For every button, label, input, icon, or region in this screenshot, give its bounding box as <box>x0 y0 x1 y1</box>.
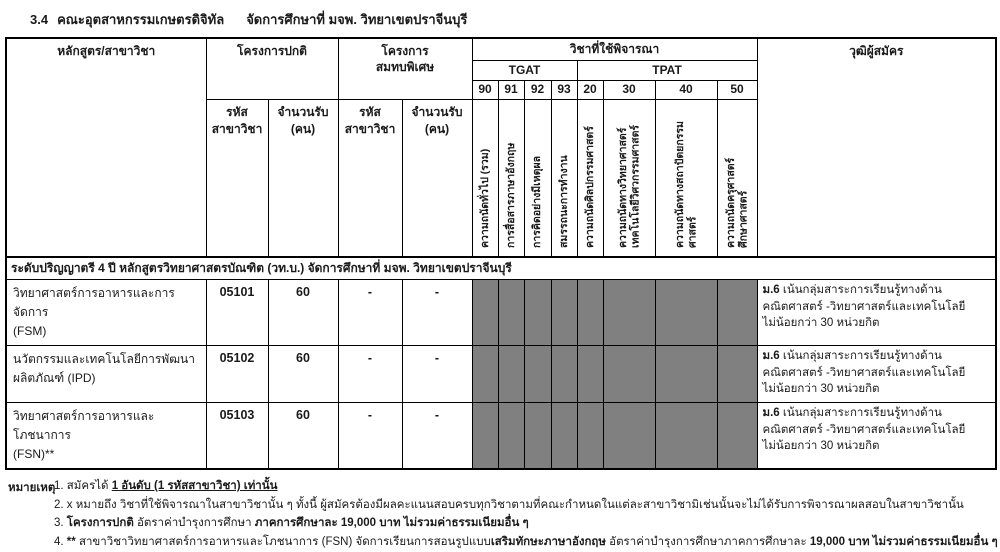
footnote-segment: ภาคการศึกษาละ 19,000 บาท ไม่รวมค่าธรรมเนียมอื่น ๆ <box>254 517 529 529</box>
footnote-segment: 2. x หมายถึง วิชาที่ใช้พิจารณาในสาขาวิชานั้น ๆ ทั้งนี้ ผู้สมัครต้องมีผลคะแนนสอบครบทุกวิชาตามที่คณะกำหนดในแต่ละสาขาวิชามิเช่นนั้นจะไม่ได้รับการพิจารณาผลสอบในสาขาวิชานั้น <box>54 498 964 511</box>
special-count: - <box>402 346 472 403</box>
subject-name-line: ความถนัดทั่วไป (รวม) <box>478 148 491 248</box>
regular-count: 60 <box>268 280 338 346</box>
subject-name-text-93 <box>558 100 571 248</box>
subject-shaded-cell-50 <box>717 346 757 403</box>
subject-name-text-92 <box>531 100 544 248</box>
footnote-segment: ** <box>66 535 79 548</box>
special-program-line2: สมทบพิเศษ <box>375 60 435 74</box>
count-header-line2: (คน) <box>290 121 316 136</box>
program-name <box>6 403 206 470</box>
qualification-line: คณิตศาสตร์ -วิทยาศาสตร์และเทคโนโลยี <box>762 300 966 313</box>
program-name-line: (FSM) <box>13 324 47 338</box>
code-header-line2: สาขาวิชา <box>344 121 396 136</box>
code-header-line2: สาขาวิชา <box>211 121 263 136</box>
subject-name-50 <box>717 99 757 257</box>
document-page <box>0 9 1000 548</box>
subject-shaded-cell-91 <box>498 280 524 346</box>
footnotes-block <box>8 478 1000 552</box>
page-title <box>30 9 1000 30</box>
regular-code: 05101 <box>206 280 268 346</box>
subject-shaded-cell-20 <box>577 403 603 470</box>
degree-section-text: ระดับปริญญาตรี 4 ปี หลักสูตรวิทยาศาสตรบัณฑิต (วท.บ.) จัดการศึกษาที่ มจพ. วิทยาเขตปราจีนบุรี <box>6 257 996 280</box>
subject-shaded-cell-30 <box>603 403 655 470</box>
subject-shaded-cell-90 <box>472 403 498 470</box>
subject-name-line: ความถนัดทางสถาปัตยกรรม <box>673 121 686 248</box>
qualification-line-rest: เน้นกลุ่มสาระการเรียนรู้ทางด้าน <box>779 407 942 419</box>
qualification-grade-bold: ม.6 <box>762 407 780 419</box>
qualification-line: ไม่น้อยกว่า 30 หน่วยกิต <box>762 440 880 452</box>
regular-count-header <box>268 99 338 257</box>
qualification-grade-bold: ม.6 <box>762 284 780 296</box>
subject-name-90 <box>472 99 498 257</box>
special-count: - <box>402 403 472 470</box>
subject-shaded-cell-91 <box>498 403 524 470</box>
footnote-segment: 4. <box>54 535 67 548</box>
special-code: - <box>338 346 402 403</box>
qualification-line <box>763 405 991 422</box>
admissions-table <box>5 37 997 470</box>
subject-shaded-cell-91 <box>498 346 524 403</box>
subject-name-line: สมรรถนะการทำงาน <box>557 155 570 248</box>
special-count-header <box>402 99 472 257</box>
subject-name-text-30 <box>617 100 642 248</box>
subject-shaded-cell-20 <box>577 346 603 403</box>
subject-name-93 <box>551 99 577 257</box>
subject-name-text-40 <box>674 100 699 248</box>
subject-name-line: การสื่อสารภาษาอังกฤษ <box>504 142 517 248</box>
qualification-grade-bold: ม.6 <box>762 350 780 362</box>
count-header-line1: จำนวนรับ <box>411 104 463 119</box>
footnote-3 <box>54 515 998 532</box>
qualification-text <box>757 403 996 470</box>
program-name-line: นวัตกรรมและเทคโนโลยีการพัฒนา <box>13 352 195 366</box>
special-count: - <box>402 280 472 346</box>
subject-shaded-cell-40 <box>655 280 717 346</box>
subject-shaded-cell-50 <box>717 280 757 346</box>
qualification-line-rest: เน้นกลุ่มสาระการเรียนรู้ทางด้าน <box>779 350 942 362</box>
qualification-text <box>757 280 996 346</box>
footnote-2 <box>54 497 998 514</box>
code-header-line1: รหัส <box>226 104 248 119</box>
program-name-line: วิทยาศาสตร์การอาหารและการจัดการ <box>13 286 175 319</box>
subject-shaded-cell-50 <box>717 403 757 470</box>
subject-name-92 <box>524 99 551 257</box>
qualification-line: คณิตศาสตร์ -วิทยาศาสตร์และเทคโนโลยี <box>762 366 966 379</box>
subject-shaded-cell-30 <box>603 346 655 403</box>
subject-name-text-90 <box>479 100 492 248</box>
footnote-1 <box>54 478 998 495</box>
subject-name-line: เทคโนโลยีวิศวกรรมศาสตร์ <box>629 124 641 248</box>
subject-shaded-cell-90 <box>472 346 498 403</box>
footnote-list <box>54 478 998 552</box>
col-header-special-program <box>338 38 472 99</box>
subject-col-30: 30 <box>603 80 655 99</box>
footnote-segment: เสริมทักษะภาษาอังกฤษ <box>490 535 606 548</box>
subject-name-line: ความถนัดศิลปกรรมศาสตร์ <box>583 126 596 248</box>
program-name-line: ผลิตภัณฑ์ (IPD) <box>13 371 96 385</box>
program-name-line: วิทยาศาสตร์การอาหารและโภชนาการ <box>13 409 155 442</box>
regular-code: 05102 <box>206 346 268 403</box>
subject-col-50: 50 <box>717 80 757 99</box>
program-name <box>6 280 206 346</box>
program-name <box>6 346 206 403</box>
count-header-line1: จำนวนรับ <box>277 104 329 119</box>
count-header-line2: (คน) <box>424 121 450 136</box>
subject-col-92: 92 <box>524 80 551 99</box>
subject-col-40: 40 <box>655 80 717 99</box>
subject-shaded-cell-40 <box>655 403 717 470</box>
footnote-segment: อัตราค่าบำรุงการศึกษาภาคการศึกษาละ <box>605 535 810 548</box>
subject-name-40 <box>655 99 717 257</box>
qualification-line-rest: เน้นกลุ่มสาระการเรียนรู้ทางด้าน <box>779 284 942 296</box>
subject-shaded-cell-20 <box>577 280 603 346</box>
subject-col-91: 91 <box>498 80 524 99</box>
faculty-name: คณะอุตสาหกรรมเกษตรดิจิทัล <box>57 12 225 27</box>
subject-name-line: ความถนัดทางวิทยาศาสตร์ <box>616 127 629 248</box>
program-name-line: (FSN)** <box>13 447 55 461</box>
col-header-tpat: TPAT <box>577 60 757 80</box>
subject-shaded-cell-90 <box>472 280 498 346</box>
subject-name-line: ความถนัดครุศาสตร์ <box>724 157 737 248</box>
degree-section-row <box>6 257 996 280</box>
special-code: - <box>338 403 402 470</box>
footnote-segment: 19,000 บาท ไม่รวมค่าธรรมเนียมอื่น ๆ <box>809 535 998 548</box>
subject-col-90: 90 <box>472 80 498 99</box>
special-program-line1: โครงการ <box>381 44 429 58</box>
regular-code-header <box>206 99 268 257</box>
qualification-text <box>757 346 996 403</box>
col-header-qualification: วุฒิผู้สมัคร <box>757 38 996 257</box>
table-header <box>6 38 996 257</box>
subject-shaded-cell-93 <box>551 280 577 346</box>
subject-col-93: 93 <box>551 80 577 99</box>
col-header-subjects-group: วิชาที่ใช้พิจารณา <box>472 38 757 60</box>
regular-count: 60 <box>268 346 338 403</box>
subject-name-20 <box>577 99 603 257</box>
col-header-regular-program: โครงการปกติ <box>206 38 338 99</box>
subject-shaded-cell-40 <box>655 346 717 403</box>
qualification-line <box>763 348 991 365</box>
subject-name-text-91 <box>505 100 518 248</box>
subject-name-30 <box>603 99 655 257</box>
qualification-line: ไม่น้อยกว่า 30 หน่วยกิต <box>762 383 880 395</box>
subject-shaded-cell-92 <box>524 346 551 403</box>
footnote-segment: 1. สมัครได้ <box>54 480 112 492</box>
program-row-3 <box>6 403 996 470</box>
subject-shaded-cell-30 <box>603 280 655 346</box>
regular-count: 60 <box>268 403 338 470</box>
special-code-header <box>338 99 402 257</box>
subject-name-text-20 <box>584 100 597 248</box>
subject-shaded-cell-92 <box>524 280 551 346</box>
header-row-groups <box>6 38 996 60</box>
col-header-tgat: TGAT <box>472 60 577 80</box>
subject-shaded-cell-93 <box>551 403 577 470</box>
footnote-segment: สาขาวิชาวิทยาศาสตร์การอาหารและโภชนาการ (FSN) จัดการเรียนการสอนรูปแบบ <box>78 535 491 548</box>
subject-name-91 <box>498 99 524 257</box>
campus-note: จัดการศึกษาที่ มจพ. วิทยาเขตปราจีนบุรี <box>246 12 468 27</box>
code-header-line1: รหัส <box>359 104 381 119</box>
program-row-1 <box>6 280 996 346</box>
subject-shaded-cell-93 <box>551 346 577 403</box>
subject-name-line: ศาสตร์ <box>686 216 698 248</box>
qualification-line: ไม่น้อยกว่า 30 หน่วยกิต <box>762 317 880 329</box>
special-code: - <box>338 280 402 346</box>
footnote-segment: อัตราค่าบำรุงการศึกษา <box>133 517 255 529</box>
footnote-segment: 1 อันดับ (1 รหัสสาขาวิชา) เท่านั้น <box>111 480 278 492</box>
subject-name-text-50 <box>725 100 750 248</box>
subject-name-line: การคิดอย่างมีเหตุผล <box>531 155 544 248</box>
footnotes-label: หมายเหตุ <box>8 482 56 494</box>
footnote-segment: 3. <box>54 517 67 529</box>
program-row-2 <box>6 346 996 403</box>
qualification-line: คณิตศาสตร์ -วิทยาศาสตร์และเทคโนโลยี <box>762 423 966 436</box>
footnote-segment: โครงการปกติ <box>66 517 134 529</box>
col-header-program: หลักสูตร/สาขาวิชา <box>6 38 206 257</box>
footnote-4 <box>54 534 998 551</box>
subject-name-line: ศึกษาศาสตร์ <box>737 190 750 248</box>
subject-shaded-cell-92 <box>524 403 551 470</box>
qualification-line <box>763 282 991 299</box>
table-body <box>6 257 996 469</box>
regular-code: 05103 <box>206 403 268 470</box>
section-number: 3.4 <box>30 12 49 27</box>
subject-col-20: 20 <box>577 80 603 99</box>
